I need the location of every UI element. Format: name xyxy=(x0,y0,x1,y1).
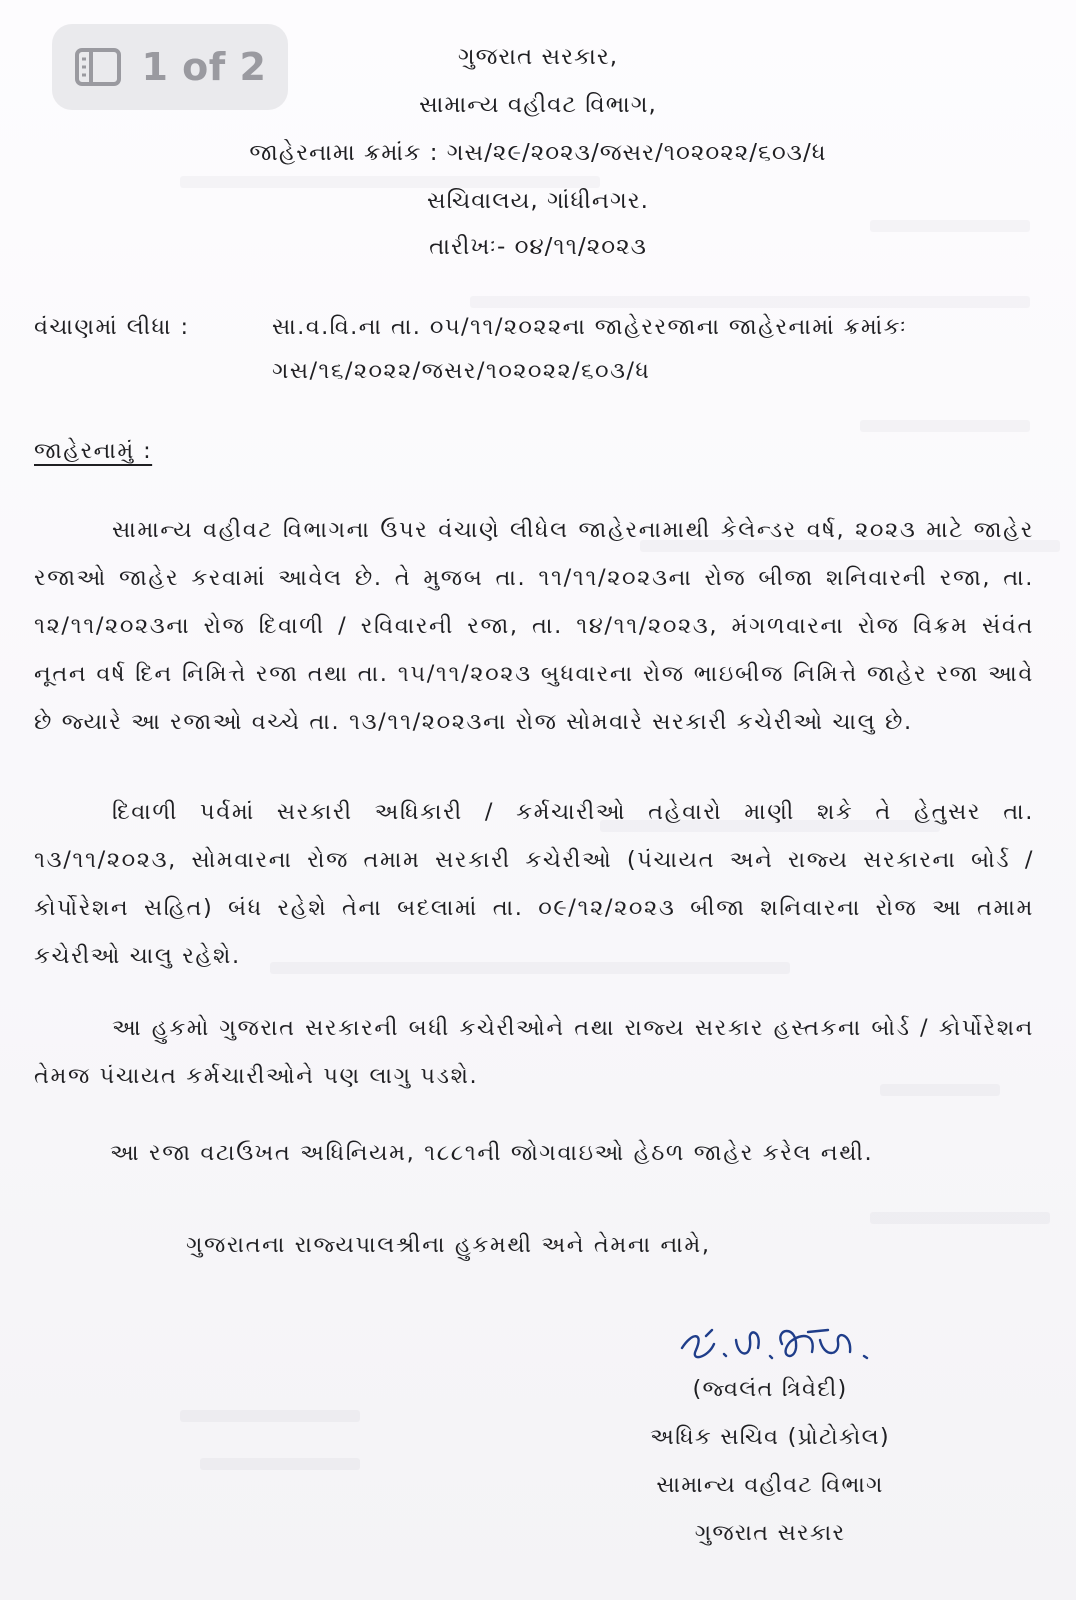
notice-heading: જાહેરનામું : xyxy=(34,438,153,464)
paragraph-governor-order: ગુજરાતના રાજ્યપાલશ્રીના હુકમથી અને તેમના નામે, xyxy=(186,1232,711,1258)
header-notification-number: જાહેરનામા ક્રમાંક : ગસ/૨૯/૨૦૨૩/જસર/૧૦૨૦૨૨/૬૦૩/ધ xyxy=(249,140,827,166)
header-department: સામાન્ય વહીવટ વિભાગ, xyxy=(419,92,657,118)
paragraph-office-closure: દિવાળી પર્વમાં સરકારી અધિકારી / કર્મચારીઓ તહેવારો માણી શકે તે હેતુસર તા. ૧૩/૧૧/૨૦૨૩, સોમવારના રોજ તમામ સરકારી કચેરીઓ (પંચાયત અને રાજ્ય સરકારના બોર્ડ / કોર્પોરેશન સહિત) બંધ રહેશે તેના બદલામાં તા. ૦૯/૧૨/૨૦૨૩ બીજા શનિવારના રોજ આ તમામ કચેરીઓ ચાલુ રહેશે. xyxy=(34,799,1034,969)
paragraph-applicability: આ હુકમો ગુજરાત સરકારની બધી કચેરીઓને તથા રાજ્ય સરકાર હસ્તકના બોર્ડ / કોર્પોરેશન તેમજ પંચાયત કર્મચારીઓને પણ લાગુ પડશે. xyxy=(34,1015,1034,1089)
signatory-government: ગુજરાત સરકાર xyxy=(694,1520,846,1546)
header-date: તારીખઃ- ૦૪/૧૧/૨૦૨૩ xyxy=(429,234,647,260)
signatory-name: (જ્વલંત ત્રિવેદી) xyxy=(692,1376,848,1402)
bleed-through xyxy=(870,1212,1050,1224)
signatory-designation: અધિક સચિવ (પ્રોટોકોલ) xyxy=(650,1424,890,1450)
paragraph-holidays: સામાન્ય વહીવટ વિભાગના ઉપર વંચાણે લીધેલ જાહેરનામાથી કેલેન્ડર વર્ષ, ૨૦૨૩ માટે જાહેર રજાઓ જાહેર કરવામાં આવેલ છે. તે મુજબ તા. ૧૧/૧૧/૨૦૨૩ના રોજ બીજા શનિવારની રજા, તા. ૧૨/૧૧/૨૦૨૩ના રોજ દિવાળી / રવિવારની રજા, તા. ૧૪/૧૧/૨૦૨૩, મંગળવારના રોજ વિક્રમ સંવંત નૂતન વર્ષ દિન નિમિત્તે રજા તથા તા. ૧૫/૧૧/૨૦૨૩ બુધવારના રોજ ભાઇબીજ નિમિત્તે જાહેર રજા આવે છે જ્યારે આ રજાઓ વચ્ચે તા. ૧૩/૧૧/૨૦૨૩ના રોજ સોમવારે સરકારી કચેરીઓ ચાલુ છે. xyxy=(34,517,1034,735)
header-place: સચિવાલય, ગાંધીનગર. xyxy=(427,188,649,214)
signatory-department: સામાન્ય વહીવટ વિભાગ xyxy=(656,1472,884,1498)
bleed-through xyxy=(200,1458,360,1470)
bleed-through xyxy=(860,420,1030,432)
reference-text-line2: ગસ/૧૬/૨૦૨૨/જસર/૧૦૨૦૨૨/૬૦૩/ધ xyxy=(272,358,651,384)
page-indicator-text: 1 of 2 xyxy=(141,45,267,89)
header-government: ગુજરાત સરકાર, xyxy=(457,44,619,70)
signature xyxy=(678,1318,878,1372)
bleed-through xyxy=(180,1410,360,1422)
bleed-through xyxy=(180,176,600,188)
bleed-through xyxy=(870,220,1030,232)
reference-text-line1: સા.વ.વિ.ના તા. ૦૫/૧૧/૨૦૨૨ના જાહેરરજાના જાહેરનામાં ક્રમાંકઃ xyxy=(272,314,908,340)
paragraph-negotiable-instruments: આ રજા વટાઉખત અધિનિયમ, ૧૮૮૧ની જોગવાઇઓ હેઠળ જાહેર કરેલ નથી. xyxy=(110,1140,874,1166)
reference-label: વંચાણમાં લીધા : xyxy=(34,314,190,340)
bleed-through xyxy=(470,296,1030,308)
